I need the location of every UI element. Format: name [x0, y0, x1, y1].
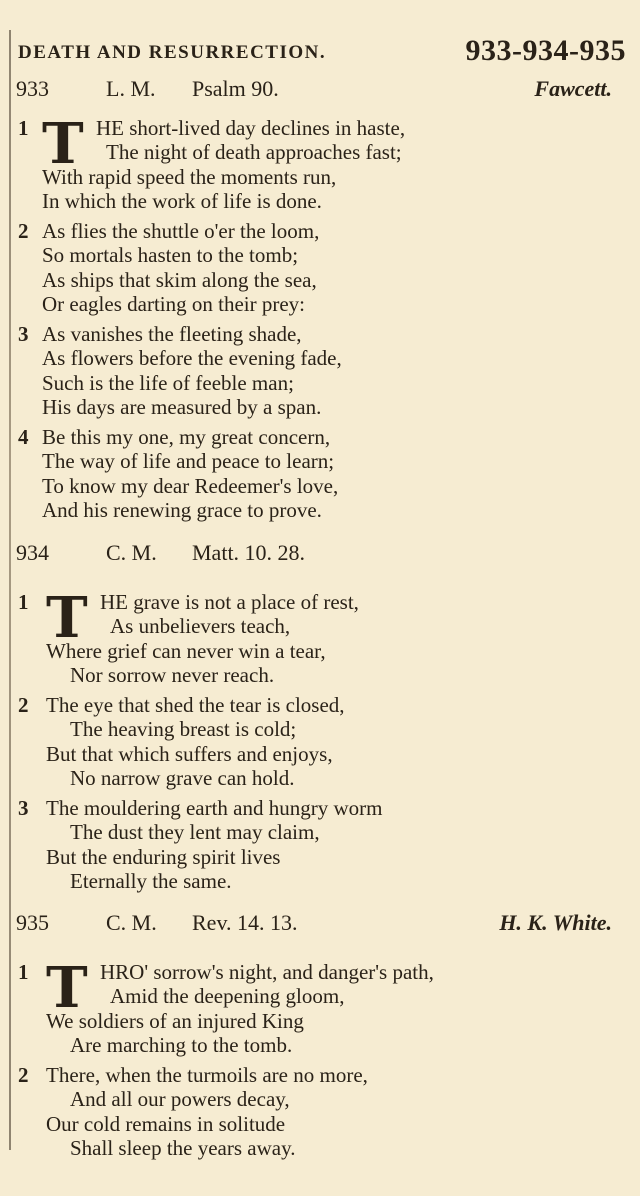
verse-line: HRO' sorrow's night, and danger's path, — [100, 960, 434, 984]
drop-cap: T — [46, 585, 88, 651]
verse-line: And his renewing grace to prove. — [42, 498, 322, 522]
verse-line: His days are measured by a span. — [42, 395, 322, 419]
verse-line: With rapid speed the moments run, — [42, 165, 337, 189]
verse-number: 2 — [18, 219, 29, 243]
verse-line: The night of death approaches fast; — [106, 140, 402, 164]
verse-line: Our cold remains in solitude — [46, 1112, 286, 1136]
hymn-reference: Psalm 90. — [192, 76, 279, 101]
verse-line: So mortals hasten to the tomb; — [42, 243, 299, 267]
stanza — [14, 111, 624, 216]
margin-rule — [9, 30, 11, 1150]
verse-line: The heaving breast is cold; — [70, 717, 297, 741]
hymn-number-range: 933-934-935 — [465, 34, 626, 67]
verse-line: As ships that skim along the sea, — [42, 268, 317, 292]
verse-line: As vanishes the fleeting shade, — [42, 322, 302, 346]
verse-line: We soldiers of an injured King — [46, 1009, 304, 1033]
verse-line: Eternally the same. — [70, 869, 232, 893]
verse-number: 4 — [18, 425, 29, 449]
verse-line: The eye that shed the tear is closed, — [46, 693, 345, 717]
verse-line: Or eagles darting on their prey: — [42, 292, 305, 316]
drop-cap: T — [46, 955, 88, 1021]
stanza — [14, 425, 624, 525]
verse-number: 1 — [18, 960, 29, 984]
verse-line: As flies the shuttle o'er the loom, — [42, 219, 320, 243]
verse-number: 3 — [18, 796, 29, 820]
hymn-heading-933 — [14, 76, 624, 106]
verse-line: The way of life and peace to learn; — [42, 449, 335, 473]
verse-number: 1 — [18, 116, 29, 140]
hymn-reference: Matt. 10. 28. — [192, 540, 306, 565]
stanza — [14, 585, 624, 690]
hymn-reference: Rev. 14. 13. — [192, 910, 298, 935]
verse-number: 2 — [18, 1063, 29, 1087]
verse-line: And all our powers decay, — [70, 1087, 290, 1111]
hymn-author: Fawcett. — [534, 76, 612, 101]
hymn-meter: C. M. — [106, 910, 157, 935]
verse-line: The mouldering earth and hungry worm — [46, 796, 383, 820]
verse-line: As flowers before the evening fade, — [42, 346, 342, 370]
verse-line: In which the work of life is done. — [42, 189, 322, 213]
verse-line: But the enduring spirit lives — [46, 845, 281, 869]
page-header — [16, 34, 626, 74]
verse-line: Amid the deepening gloom, — [110, 984, 345, 1008]
verse-number: 1 — [18, 590, 29, 614]
drop-cap: T — [42, 111, 84, 177]
hymn-heading-935 — [14, 910, 624, 940]
verse-number: 2 — [18, 693, 29, 717]
stanza — [14, 1063, 624, 1163]
verse-line: As unbelievers teach, — [110, 614, 291, 638]
verse-line: The dust they lent may claim, — [70, 820, 320, 844]
hymn-meter: C. M. — [106, 540, 157, 565]
hymn-meter: L. M. — [106, 76, 156, 101]
verse-line: Nor sorrow never reach. — [70, 663, 275, 687]
stanza — [14, 693, 624, 793]
hymn-author: H. K. White. — [499, 910, 612, 935]
hymn-number: 935 — [16, 910, 49, 935]
hymn-number: 933 — [16, 76, 49, 101]
verse-line: HE short-lived day declines in haste, — [96, 116, 406, 140]
verse-number: 3 — [18, 322, 29, 346]
hymn-heading-934 — [14, 540, 624, 570]
verse-line: To know my dear Redeemer's love, — [42, 474, 339, 498]
verse-line: Be this my one, my great concern, — [42, 425, 331, 449]
hymn-number: 934 — [16, 540, 49, 565]
verse-line: No narrow grave can hold. — [70, 766, 295, 790]
stanza — [14, 955, 624, 1060]
stanza — [14, 796, 624, 896]
verse-line: Are marching to the tomb. — [70, 1033, 293, 1057]
verse-line: Where grief can never win a tear, — [46, 639, 326, 663]
verse-line: Shall sleep the years away. — [70, 1136, 296, 1160]
verse-line: Such is the life of feeble man; — [42, 371, 294, 395]
verse-line: There, when the turmoils are no more, — [46, 1063, 368, 1087]
stanza — [14, 322, 624, 422]
verse-line: HE grave is not a place of rest, — [100, 590, 359, 614]
section-title: DEATH AND RESURRECTION. — [18, 42, 327, 63]
verse-line: But that which suffers and enjoys, — [46, 742, 333, 766]
stanza — [14, 219, 624, 319]
